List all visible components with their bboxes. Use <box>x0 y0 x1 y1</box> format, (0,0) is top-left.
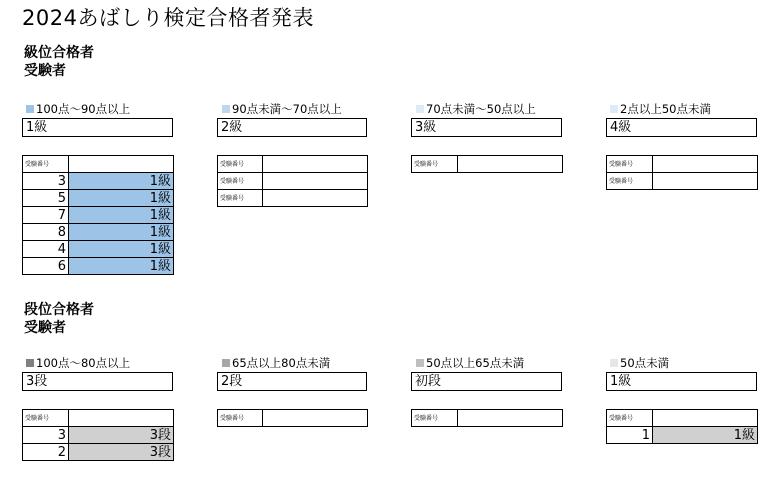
exam-number: 3 <box>23 427 69 444</box>
exam-number-header: 受験番号 <box>607 410 653 427</box>
range-color-marker <box>222 359 230 367</box>
kyu-range-label: 90点未満～70点以上 <box>232 102 342 116</box>
table-header-row <box>412 156 563 173</box>
table-header-row <box>218 410 368 427</box>
table-header-row <box>23 156 174 173</box>
dan-section-heading: 段位合格者 <box>24 302 94 318</box>
header-blank-cell <box>653 156 758 173</box>
range-color-marker <box>610 105 618 113</box>
exam-number: 3 <box>23 173 69 190</box>
exam-number: 4 <box>23 241 69 258</box>
result-grade: 1級 <box>653 427 758 444</box>
kyu-table-3 <box>411 155 563 173</box>
exam-number: 2 <box>23 444 69 461</box>
dan-grade-3: 初段 <box>411 372 562 391</box>
exam-number-header: 受験番号 <box>23 156 69 173</box>
exam-number: 1 <box>607 427 653 444</box>
header-blank-cell <box>69 156 174 173</box>
kyu-section-subheading: 受験者 <box>24 63 66 79</box>
exam-number-header: 受験番号 <box>607 173 653 190</box>
blank-cell <box>653 173 758 190</box>
dan-table-3 <box>411 409 563 427</box>
result-grade: 3段 <box>69 444 174 461</box>
header-blank-cell <box>458 410 563 427</box>
table-row <box>23 241 174 258</box>
exam-number-header: 受験番号 <box>412 410 458 427</box>
table-row <box>218 173 368 190</box>
table-header-row <box>218 156 368 173</box>
range-color-marker <box>26 359 34 367</box>
exam-number: 7 <box>23 207 69 224</box>
exam-number-header: 受験番号 <box>218 190 263 207</box>
header-blank-cell <box>458 156 563 173</box>
result-grade: 3段 <box>69 427 174 444</box>
header-blank-cell <box>263 156 368 173</box>
table-row <box>607 173 758 190</box>
exam-number-header: 受験番号 <box>218 173 263 190</box>
dan-grade-4: 1級 <box>606 372 757 391</box>
table-row <box>23 190 174 207</box>
exam-number: 5 <box>23 190 69 207</box>
kyu-table-1 <box>22 155 174 275</box>
dan-range-label: 100点～80点以上 <box>36 356 131 370</box>
dan-table-4 <box>606 409 758 444</box>
kyu-range-label: 70点未満～50点以上 <box>426 102 536 116</box>
exam-number-header: 受験番号 <box>218 410 263 427</box>
range-color-marker <box>416 105 424 113</box>
kyu-table-4 <box>606 155 758 190</box>
kyu-grade-3: 3級 <box>411 118 562 137</box>
table-header-row <box>23 410 174 427</box>
exam-number-header: 受験番号 <box>218 156 263 173</box>
kyu-table-2 <box>217 155 368 207</box>
table-row <box>23 207 174 224</box>
kyu-range-label: 100点～90点以上 <box>36 102 131 116</box>
result-grade: 1級 <box>69 224 174 241</box>
header-blank-cell <box>69 410 174 427</box>
kyu-range-2 <box>222 102 342 116</box>
table-row <box>607 427 758 444</box>
table-row <box>23 427 174 444</box>
exam-number: 6 <box>23 258 69 275</box>
dan-grade-1: 3段 <box>22 372 173 391</box>
dan-table-2 <box>217 409 368 427</box>
exam-number-header: 受験番号 <box>607 156 653 173</box>
table-row <box>23 173 174 190</box>
table-header-row <box>607 410 758 427</box>
dan-range-1 <box>26 356 130 370</box>
blank-cell <box>263 173 368 190</box>
kyu-grade-1: 1級 <box>22 118 173 137</box>
table-row <box>218 190 368 207</box>
table-row <box>23 224 174 241</box>
range-color-marker <box>416 359 424 367</box>
header-blank-cell <box>263 410 368 427</box>
range-color-marker <box>610 359 618 367</box>
page-title: 2024あばしり検定合格者発表 <box>22 6 314 30</box>
kyu-range-3 <box>416 102 536 116</box>
dan-range-4 <box>610 356 669 370</box>
range-color-marker <box>26 105 34 113</box>
kyu-range-4 <box>610 102 711 116</box>
table-row <box>23 444 174 461</box>
kyu-grade-2: 2級 <box>217 118 367 137</box>
table-header-row <box>412 410 563 427</box>
dan-range-label: 65点以上80点未満 <box>232 356 331 370</box>
kyu-range-label: 2点以上50点未満 <box>620 102 711 116</box>
exam-number-header: 受験番号 <box>412 156 458 173</box>
dan-section-subheading: 受験者 <box>24 320 66 336</box>
table-header-row <box>607 156 758 173</box>
dan-range-label: 50点以上65点未満 <box>426 356 525 370</box>
result-grade: 1級 <box>69 190 174 207</box>
range-color-marker <box>222 105 230 113</box>
result-grade: 1級 <box>69 207 174 224</box>
exam-number: 8 <box>23 224 69 241</box>
dan-grade-2: 2段 <box>217 372 367 391</box>
dan-range-label: 50点未満 <box>620 356 670 370</box>
result-grade: 1級 <box>69 241 174 258</box>
exam-number-header: 受験番号 <box>23 410 69 427</box>
kyu-section-heading: 級位合格者 <box>24 45 94 61</box>
dan-range-3 <box>416 356 524 370</box>
table-row <box>23 258 174 275</box>
kyu-range-1 <box>26 102 130 116</box>
kyu-grade-4: 4級 <box>606 118 757 137</box>
dan-range-2 <box>222 356 330 370</box>
result-grade: 1級 <box>69 173 174 190</box>
dan-table-1 <box>22 409 174 461</box>
header-blank-cell <box>653 410 758 427</box>
blank-cell <box>263 190 368 207</box>
result-grade: 1級 <box>69 258 174 275</box>
